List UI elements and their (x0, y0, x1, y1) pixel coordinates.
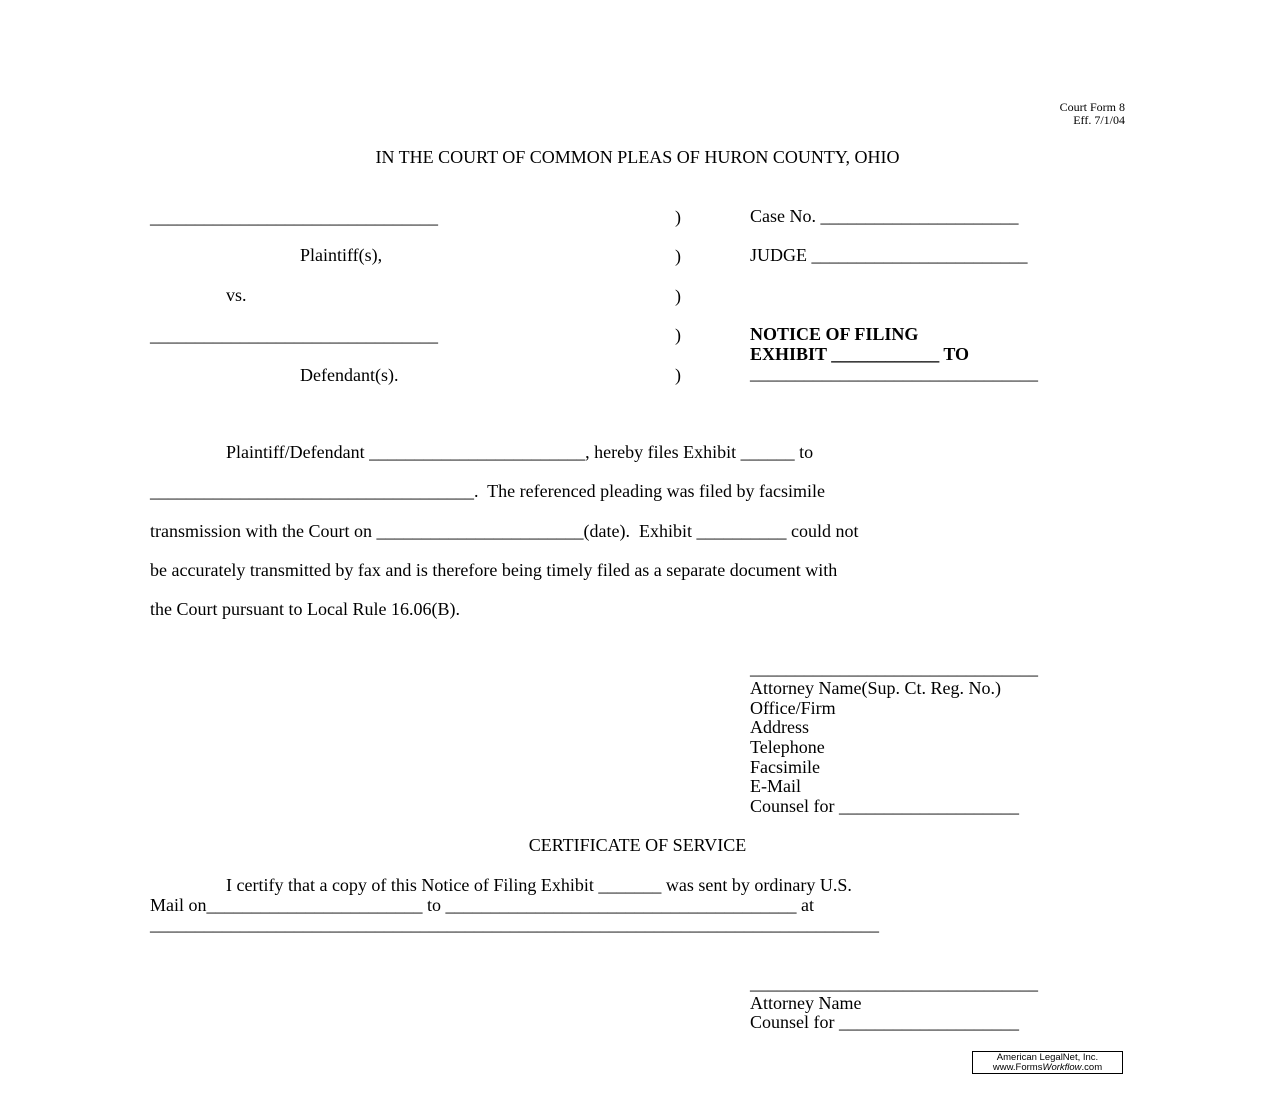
judge-field[interactable]: JUDGE ________________________ (750, 245, 1028, 265)
notice-title-line2: EXHIBIT ____________ TO (750, 344, 970, 364)
defendant-name-line[interactable]: ________________________________ (150, 325, 438, 345)
publisher-website: www.FormsWorkflow.com (992, 1062, 1103, 1073)
form-effective-date: Eff. 7/1/04 (1073, 113, 1125, 127)
telephone-label: Telephone (750, 737, 825, 757)
facsimile-label: Facsimile (750, 757, 820, 777)
versus-label: vs. (226, 285, 247, 305)
certificate-address-line[interactable]: _________________________________________________________________________________ (150, 914, 879, 934)
counsel-for-field[interactable]: Counsel for ____________________ (750, 796, 1019, 816)
counsel-for-field-2[interactable]: Counsel for ____________________ (750, 1012, 1019, 1032)
certificate-line-2: Mail on________________________ to _______________________________________ at (150, 895, 814, 915)
case-number-field[interactable]: Case No. ______________________ (750, 206, 1019, 226)
caption-paren: ) (675, 365, 681, 385)
office-firm-label: Office/Firm (750, 698, 836, 718)
body-line-2: ____________________________________. The referenced pleading was filed by facsimile (150, 481, 826, 501)
notice-title-line1: NOTICE OF FILING (750, 324, 919, 344)
attorney-name-label: Attorney Name(Sup. Ct. Reg. No.) (750, 678, 1001, 698)
address-label: Address (750, 717, 809, 737)
certificate-line-1: I certify that a copy of this Notice of Filing Exhibit _______ was sent by ordinary U.S. (226, 875, 852, 895)
email-label: E-Mail (750, 776, 801, 796)
notice-title-line3[interactable]: ________________________________ (750, 363, 1038, 383)
plaintiff-name-line[interactable]: ________________________________ (150, 207, 438, 227)
body-line-5: the Court pursuant to Local Rule 16.06(B). (150, 599, 460, 619)
caption-paren: ) (675, 207, 681, 227)
defendant-label: Defendant(s). (300, 365, 399, 385)
attorney-name-label-2: Attorney Name (750, 993, 862, 1013)
caption-paren: ) (675, 325, 681, 345)
body-line-1: Plaintiff/Defendant ________________________, hereby files Exhibit ______ to (226, 442, 814, 462)
form-number: Court Form 8 (1059, 100, 1125, 114)
signature-line[interactable]: ________________________________ (750, 658, 1038, 678)
caption-paren: ) (675, 246, 681, 266)
body-line-3: transmission with the Court on _______________________(date). Exhibit __________ could not (150, 521, 859, 541)
signature-line-2[interactable]: ________________________________ (750, 973, 1038, 993)
publisher-name: American LegalNet, Inc. (996, 1052, 1099, 1063)
caption-paren: ) (675, 286, 681, 306)
plaintiff-label: Plaintiff(s), (300, 245, 383, 265)
body-line-4: be accurately transmitted by fax and is therefore being timely filed as a separate document with (150, 560, 838, 580)
publisher-badge (972, 1051, 1123, 1074)
certificate-heading: CERTIFICATE OF SERVICE (528, 835, 747, 855)
court-title: IN THE COURT OF COMMON PLEAS OF HURON COUNTY, OHIO (375, 147, 900, 167)
